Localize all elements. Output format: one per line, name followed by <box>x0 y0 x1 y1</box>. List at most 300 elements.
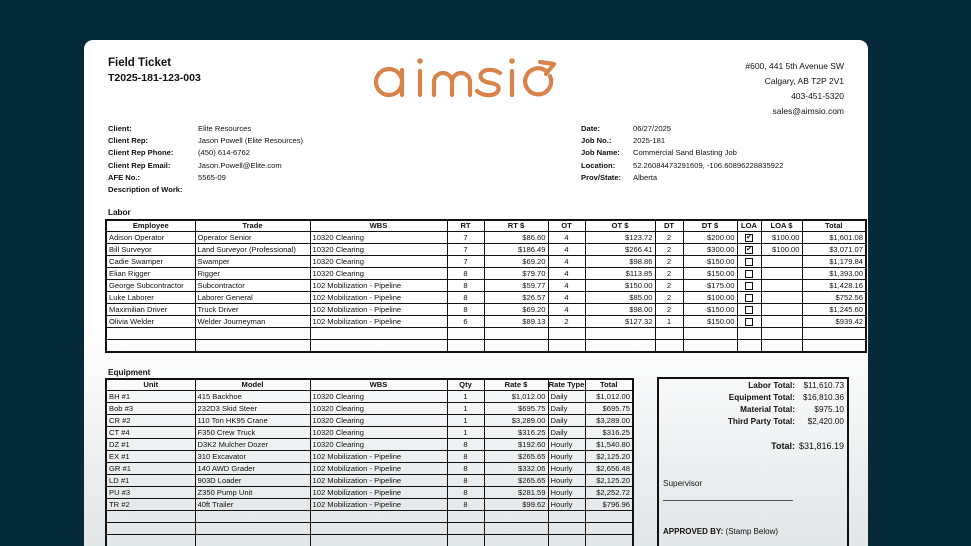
column-header: LOA <box>737 220 761 232</box>
total-cell: $1,245.60 <box>802 304 866 316</box>
client-rep-label: Client Rep: <box>108 136 149 146</box>
client-rep-value: Jason Powell (Elite Resources) <box>198 136 304 146</box>
afe-value: 5565-09 <box>198 172 226 182</box>
ot-amt-cell: $123.72 <box>585 232 655 244</box>
column-header: LOA $ <box>761 220 802 232</box>
labor-total-value: $11,610.73 <box>803 381 844 390</box>
total-cell: $1,540.80 <box>585 439 633 451</box>
loa-amt-cell <box>761 316 802 328</box>
rt-cell: 7 <box>447 244 484 256</box>
unit-cell: EX #1 <box>106 451 195 463</box>
column-header: Unit <box>106 379 195 391</box>
location-value: 52.26084473291609, -106.60896228835922 <box>633 160 784 170</box>
job-no-label: Job No.: <box>581 136 612 146</box>
loa-amt-cell <box>761 256 802 268</box>
empty-cell <box>655 340 683 352</box>
unit-cell: Bob #3 <box>106 403 195 415</box>
loa-checkbox[interactable] <box>745 258 753 266</box>
empty-cell <box>106 523 195 535</box>
rate-cell: $265.65 <box>484 475 548 487</box>
dt-amt-cell: $150.00 <box>683 304 737 316</box>
qty-cell: 1 <box>447 391 484 403</box>
address-line: #600, 441 5th Avenue SW <box>745 61 844 71</box>
client-rep-email-value: Jason.Powell@Elite.com <box>198 160 282 170</box>
loa-checkbox[interactable] <box>745 282 753 290</box>
total-cell: $752.56 <box>802 292 866 304</box>
rate-type-cell: Hourly <box>548 487 585 499</box>
trade-cell: Land Surveyor (Professional) <box>195 244 310 256</box>
rt-cell: 8 <box>447 304 484 316</box>
column-header: WBS <box>310 379 447 391</box>
location-label: Location: <box>581 160 616 170</box>
job-name-label: Job Name: <box>581 148 620 158</box>
qty-cell: 1 <box>447 415 484 427</box>
wbs-cell: 10320 Clearing <box>310 268 447 280</box>
wbs-cell: 10320 Clearing <box>310 415 447 427</box>
rate-type-cell: Hourly <box>548 439 585 451</box>
wbs-cell: 10320 Clearing <box>310 232 447 244</box>
employee-cell: Luke Laborer <box>106 292 195 304</box>
loa-amt-cell <box>761 304 802 316</box>
equipment-empty-row <box>106 535 633 546</box>
loa-cell <box>737 268 761 280</box>
column-header: Model <box>195 379 310 391</box>
empty-cell <box>585 511 633 523</box>
rt-cell: 8 <box>447 280 484 292</box>
model-cell: 232D3 Skid Steer <box>195 403 310 415</box>
dt-cell: 2 <box>655 232 683 244</box>
empty-cell <box>484 523 548 535</box>
client-label: Client: <box>108 124 132 133</box>
column-header: DT <box>655 220 683 232</box>
unit-cell: DZ #1 <box>106 439 195 451</box>
rate-cell: $332.06 <box>484 463 548 475</box>
employee-cell: Olivia Welder <box>106 316 195 328</box>
empty-cell <box>310 523 447 535</box>
labor-empty-row <box>106 328 866 340</box>
afe-label: AFE No.: <box>108 172 141 182</box>
empty-cell <box>548 340 585 352</box>
equipment-row <box>106 451 633 463</box>
ot-cell: 4 <box>548 304 585 316</box>
client-rep-phone-value: (450) 614-6762 <box>198 148 250 158</box>
empty-cell <box>761 328 802 340</box>
empty-cell <box>802 328 866 340</box>
equipment-total-label: Equipment Total: <box>728 393 795 402</box>
email-address: sales@aimsio.com <box>772 106 844 116</box>
job-info <box>581 123 861 186</box>
ot-cell: 2 <box>548 316 585 328</box>
empty-cell <box>737 328 761 340</box>
rt-amt-cell: $79.70 <box>484 268 548 280</box>
labor-table <box>105 219 867 353</box>
equipment-row <box>106 475 633 487</box>
equipment-row <box>106 391 633 403</box>
column-header: RT <box>447 220 484 232</box>
total-cell: $1,012.00 <box>585 391 633 403</box>
trade-cell: Welder Journeyman <box>195 316 310 328</box>
loa-cell <box>737 316 761 328</box>
empty-cell <box>310 340 447 352</box>
rate-cell: $99.62 <box>484 499 548 511</box>
empty-cell <box>447 523 484 535</box>
empty-cell <box>310 328 447 340</box>
rt-amt-cell: $69.20 <box>484 256 548 268</box>
rate-cell: $1,012.00 <box>484 391 548 403</box>
dt-amt-cell: $300.00 <box>683 244 737 256</box>
rt-amt-cell: $59.77 <box>484 280 548 292</box>
wbs-cell: 10320 Clearing <box>310 403 447 415</box>
rate-cell: $316.25 <box>484 427 548 439</box>
dt-cell: 2 <box>655 280 683 292</box>
employee-cell: George Subcontractor <box>106 280 195 292</box>
phone-number: 403-451-5320 <box>791 91 844 101</box>
model-cell: Z350 Pump Unit <box>195 487 310 499</box>
column-header: OT <box>548 220 585 232</box>
wbs-cell: 102 Mobilization - Pipeline <box>310 499 447 511</box>
labor-section-title: Labor <box>108 208 131 217</box>
job-no-value: 2025-181 <box>633 136 666 146</box>
dt-cell: 2 <box>655 304 683 316</box>
date-value: 06/27/2025 <box>633 124 672 133</box>
date-label: Date: <box>581 124 600 133</box>
unit-cell: CT #4 <box>106 427 195 439</box>
rate-cell: $3,289.00 <box>484 415 548 427</box>
equipment-row <box>106 403 633 415</box>
total-cell: $1,393.00 <box>802 268 866 280</box>
equipment-row <box>106 427 633 439</box>
empty-cell <box>802 340 866 352</box>
model-cell: 110 Ton HK95 Crane <box>195 415 310 427</box>
grand-total-row <box>659 441 847 453</box>
loa-cell <box>737 292 761 304</box>
labor-row <box>106 304 866 316</box>
dt-amt-cell: $150.00 <box>683 256 737 268</box>
empty-cell <box>761 340 802 352</box>
wbs-cell: 10320 Clearing <box>310 244 447 256</box>
third-party-total-row <box>659 417 847 429</box>
approved-by-note: (Stamp Below) <box>725 527 779 536</box>
rt-cell: 8 <box>447 268 484 280</box>
employee-cell: Bill Surveyor <box>106 244 195 256</box>
empty-cell <box>585 328 655 340</box>
wbs-cell: 102 Mobilization - Pipeline <box>310 463 447 475</box>
total-cell: $939.42 <box>802 316 866 328</box>
wbs-cell: 102 Mobilization - Pipeline <box>310 475 447 487</box>
description-label: Description of Work: <box>108 185 183 194</box>
qty-cell: 8 <box>447 475 484 487</box>
employee-cell: Elian Rigger <box>106 268 195 280</box>
ot-cell: 4 <box>548 292 585 304</box>
model-cell: 310 Excavator <box>195 451 310 463</box>
empty-cell <box>683 328 737 340</box>
equipment-row <box>106 463 633 475</box>
approved-by-label: APPROVED BY: <box>663 527 724 536</box>
rate-type-cell: Daily <box>548 403 585 415</box>
column-header: Trade <box>195 220 310 232</box>
loa-checkbox[interactable] <box>745 294 753 302</box>
loa-amt-cell <box>761 268 802 280</box>
ot-amt-cell: $98.86 <box>585 256 655 268</box>
empty-cell <box>655 328 683 340</box>
dt-amt-cell: $175.00 <box>683 280 737 292</box>
wbs-cell: 102 Mobilization - Pipeline <box>310 316 447 328</box>
empty-cell <box>447 535 484 546</box>
labor-row <box>106 292 866 304</box>
rt-amt-cell: $26.57 <box>484 292 548 304</box>
rate-type-cell: Daily <box>548 427 585 439</box>
empty-cell <box>484 340 548 352</box>
employee-cell: Cadie Swamper <box>106 256 195 268</box>
approved-by <box>663 527 778 536</box>
empty-cell <box>683 340 737 352</box>
dt-amt-cell: $100.00 <box>683 292 737 304</box>
grand-total-label: Total: <box>771 441 795 451</box>
labor-row <box>106 280 866 292</box>
empty-cell <box>310 535 447 546</box>
total-cell: $2,656.48 <box>585 463 633 475</box>
rt-cell: 6 <box>447 316 484 328</box>
equipment-total-value: $16,810.36 <box>803 393 844 402</box>
loa-amt-cell: $100.00 <box>761 232 802 244</box>
equipment-row <box>106 415 633 427</box>
empty-cell <box>195 328 310 340</box>
column-header: RT $ <box>484 220 548 232</box>
trade-cell: Subcontractor <box>195 280 310 292</box>
field-ticket-document <box>84 40 868 546</box>
empty-cell <box>106 328 195 340</box>
loa-amt-cell: $100.00 <box>761 244 802 256</box>
loa-checkbox[interactable] <box>745 318 753 326</box>
empty-cell <box>195 535 310 546</box>
empty-cell <box>737 340 761 352</box>
unit-cell: GR #1 <box>106 463 195 475</box>
equipment-section-title: Equipment <box>108 368 151 377</box>
column-header: Employee <box>106 220 195 232</box>
employee-cell: Maximilian Driver <box>106 304 195 316</box>
ot-cell: 4 <box>548 232 585 244</box>
labor-empty-row <box>106 340 866 352</box>
qty-cell: 8 <box>447 499 484 511</box>
unit-cell: CR #2 <box>106 415 195 427</box>
labor-total-label: Labor Total: <box>748 381 795 390</box>
dt-cell: 2 <box>655 292 683 304</box>
grand-total-value: $31,816.19 <box>798 441 844 451</box>
equipment-row <box>106 439 633 451</box>
rate-type-cell: Hourly <box>548 475 585 487</box>
empty-cell <box>447 328 484 340</box>
total-cell: $3,289.00 <box>585 415 633 427</box>
column-header: Qty <box>447 379 484 391</box>
ot-cell: 4 <box>548 256 585 268</box>
equipment-row <box>106 487 633 499</box>
rt-amt-cell: $89.13 <box>484 316 548 328</box>
rt-cell: 8 <box>447 292 484 304</box>
column-header: Total <box>585 379 633 391</box>
column-header: Rate Type <box>548 380 585 389</box>
rt-amt-cell: $186.49 <box>484 244 548 256</box>
client-info <box>108 123 528 198</box>
wbs-cell: 10320 Clearing <box>310 256 447 268</box>
empty-cell <box>195 340 310 352</box>
qty-cell: 1 <box>447 427 484 439</box>
ot-cell: 4 <box>548 280 585 292</box>
empty-cell <box>484 535 548 546</box>
rate-type-cell: Hourly <box>548 451 585 463</box>
labor-row <box>106 316 866 328</box>
rate-type-cell: Daily <box>548 415 585 427</box>
loa-checkbox[interactable] <box>745 306 753 314</box>
dt-amt-cell: $150.00 <box>683 268 737 280</box>
ot-amt-cell: $113.85 <box>585 268 655 280</box>
trade-cell: Operator Senior <box>195 232 310 244</box>
empty-cell <box>195 523 310 535</box>
client-rep-phone-label: Client Rep Phone: <box>108 148 174 158</box>
ot-amt-cell: $150.00 <box>585 280 655 292</box>
rate-type-cell: Daily <box>548 391 585 403</box>
dt-cell: 2 <box>655 244 683 256</box>
total-cell: $695.75 <box>585 403 633 415</box>
wbs-cell: 102 Mobilization - Pipeline <box>310 451 447 463</box>
empty-cell <box>548 511 585 523</box>
labor-row <box>106 256 866 268</box>
client-rep-email-label: Client Rep Email: <box>108 160 171 170</box>
unit-cell: LD #1 <box>106 475 195 487</box>
empty-cell <box>106 511 195 523</box>
loa-checkbox[interactable]: ✔ <box>746 246 752 253</box>
total-cell: $1,428.16 <box>802 280 866 292</box>
dt-amt-cell: $200.00 <box>683 232 737 244</box>
rate-cell: $695.75 <box>484 403 548 415</box>
equipment-header-row <box>106 379 633 391</box>
loa-cell <box>737 244 761 256</box>
loa-checkbox[interactable]: ✔ <box>746 234 752 241</box>
rate-type-cell: Hourly <box>548 499 585 511</box>
total-cell: $1,179.84 <box>802 256 866 268</box>
labor-row <box>106 244 866 256</box>
empty-cell <box>548 535 585 546</box>
column-header: Total <box>802 220 866 232</box>
empty-cell <box>310 511 447 523</box>
dt-cell: 2 <box>655 256 683 268</box>
totals-box <box>657 377 849 546</box>
empty-cell <box>585 535 633 546</box>
column-header: OT $ <box>585 220 655 232</box>
ot-cell: 4 <box>548 244 585 256</box>
labor-row <box>106 268 866 280</box>
column-header: WBS <box>310 220 447 232</box>
address-line: Calgary, AB T2P 2V1 <box>764 76 844 86</box>
third-party-total-value: $2,420.00 <box>807 417 844 426</box>
dt-cell: 1 <box>655 316 683 328</box>
equipment-empty-row <box>106 523 633 535</box>
employee-cell: Adison Operator <box>106 232 195 244</box>
total-cell: $316.25 <box>585 427 633 439</box>
wbs-cell: 102 Mobilization - Pipeline <box>310 304 447 316</box>
unit-cell: TR #2 <box>106 499 195 511</box>
rt-cell: 7 <box>447 256 484 268</box>
wbs-cell: 10320 Clearing <box>310 427 447 439</box>
loa-cell <box>737 256 761 268</box>
ot-amt-cell: $85.00 <box>585 292 655 304</box>
unit-cell: PU #3 <box>106 487 195 499</box>
trade-cell: Rigger <box>195 268 310 280</box>
qty-cell: 8 <box>447 463 484 475</box>
rate-type-cell: Hourly <box>548 463 585 475</box>
loa-cell <box>737 280 761 292</box>
total-cell: $3,071.07 <box>802 244 866 256</box>
empty-cell <box>484 328 548 340</box>
loa-cell <box>737 304 761 316</box>
total-cell: $2,252.72 <box>585 487 633 499</box>
dt-cell: 2 <box>655 268 683 280</box>
total-cell: $2,125.20 <box>585 475 633 487</box>
empty-cell <box>548 328 585 340</box>
ot-amt-cell: $127.32 <box>585 316 655 328</box>
equipment-empty-row <box>106 511 633 523</box>
loa-amt-cell <box>761 280 802 292</box>
loa-amt-cell <box>761 292 802 304</box>
model-cell: 40ft Trailer <box>195 499 310 511</box>
unit-cell: BH #1 <box>106 391 195 403</box>
company-address <box>745 59 844 119</box>
total-cell: $1,601.08 <box>802 232 866 244</box>
wbs-cell: 102 Mobilization - Pipeline <box>310 292 447 304</box>
empty-cell <box>195 511 310 523</box>
equipment-total-row <box>659 393 847 405</box>
ticket-number: T2025-181-123-003 <box>108 72 201 84</box>
equipment-table <box>105 378 634 546</box>
model-cell: 903D Loader <box>195 475 310 487</box>
qty-cell: 8 <box>447 451 484 463</box>
ot-amt-cell: $98.00 <box>585 304 655 316</box>
labor-total-row <box>659 381 847 393</box>
ot-amt-cell: $266.41 <box>585 244 655 256</box>
supervisor-signature-line[interactable] <box>663 500 793 501</box>
rt-amt-cell: $69.20 <box>484 304 548 316</box>
trade-cell: Swamper <box>195 256 310 268</box>
prov-state-value: Alberta <box>633 172 658 182</box>
column-header: Rate $ <box>484 379 548 391</box>
rt-amt-cell: $86.60 <box>484 232 548 244</box>
total-cell: $2,125.20 <box>585 451 633 463</box>
model-cell: 415 Backhoe <box>195 391 310 403</box>
material-total-value: $975.10 <box>814 405 844 414</box>
third-party-total-label: Third Party Total: <box>727 417 795 426</box>
rate-cell: $265.65 <box>484 451 548 463</box>
ot-cell: 4 <box>548 268 585 280</box>
client-value: Elite Resources <box>198 124 252 133</box>
empty-cell <box>106 535 195 546</box>
empty-cell <box>484 511 548 523</box>
loa-checkbox[interactable] <box>745 270 753 278</box>
empty-cell <box>585 340 655 352</box>
loa-cell <box>737 232 761 244</box>
trade-cell: Truck Driver <box>195 304 310 316</box>
equipment-row <box>106 499 633 511</box>
labor-header-row <box>106 220 866 232</box>
empty-cell <box>447 340 484 352</box>
empty-cell <box>585 523 633 535</box>
model-cell: D3K2 Mulcher Dozer <box>195 439 310 451</box>
trade-cell: Laborer General <box>195 292 310 304</box>
rt-cell: 7 <box>447 232 484 244</box>
document-title: Field Ticket <box>108 57 172 69</box>
empty-cell <box>548 523 585 535</box>
qty-cell: 8 <box>447 487 484 499</box>
wbs-cell: 10320 Clearing <box>310 391 447 403</box>
model-cell: F350 Crew Truck <box>195 427 310 439</box>
